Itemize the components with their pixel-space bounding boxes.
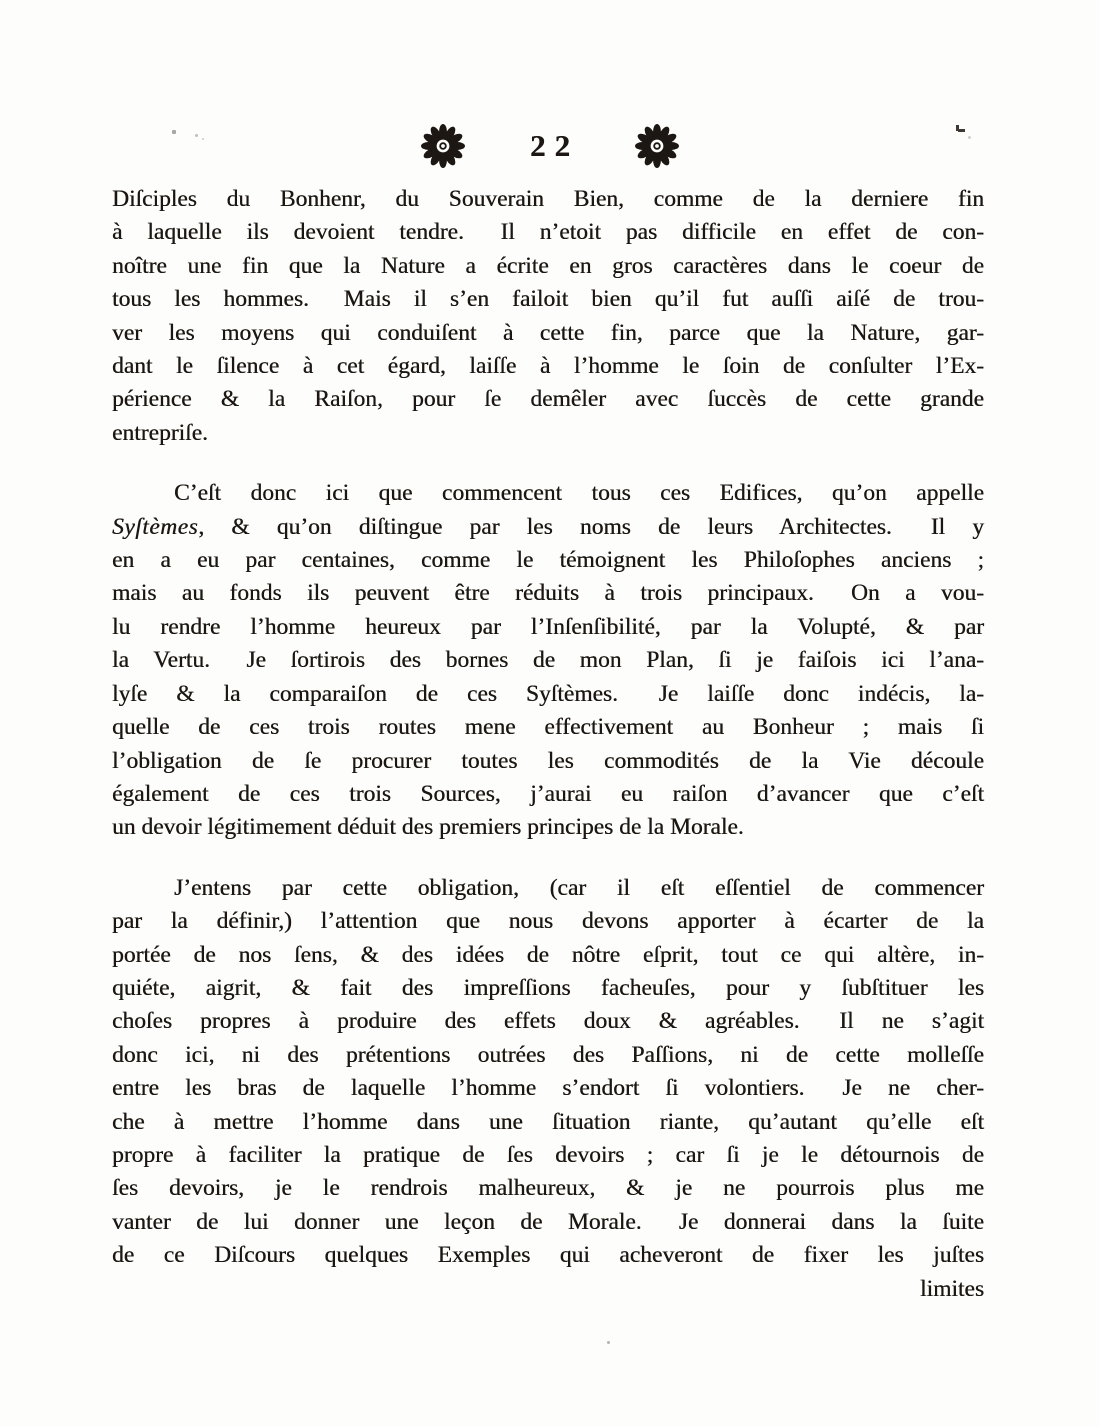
text-line	[112, 511, 984, 544]
text-line: périence & la Raiſon, pour ſe demêler avec ſuccès de cette grande	[112, 386, 984, 413]
text-line: dant le ſilence à cet égard, laiſſe à l’homme le ſoin de conſulter l’Ex-	[112, 353, 984, 380]
text-line: lu rendre l’homme heureux par l’Inſenſibilité, par la Volupté, & par	[112, 613, 984, 640]
text-line: mais au fonds ils peuvent être réduits à trois principaux. On a vou-	[112, 580, 984, 607]
italic-term: Syſtèmes	[112, 513, 199, 540]
text-line: par la définir,) l’attention que nous devons apporter à écarter de la	[112, 908, 984, 935]
text-line: noître une fin que la Nature a écrite en gros caractères dans le coeur de	[112, 252, 984, 279]
text-line: vanter de lui donner une leçon de Morale. Je donnerai dans la ſuite	[112, 1208, 984, 1235]
paragraph-1	[112, 183, 984, 450]
text-line: choſes propres à produire des effets doux & agréables. Il ne s’agit	[112, 1008, 984, 1035]
fleuron-rosette-icon	[635, 124, 679, 168]
scan-speck	[607, 1341, 610, 1344]
fleuron-rosette-icon	[421, 124, 465, 168]
text-line: che à mettre l’homme dans une ſituation riante, qu’autant qu’elle eſt	[112, 1108, 984, 1135]
text-line: un devoir légitimement déduit des premiers principes de la Morale.	[112, 814, 744, 841]
text-line: C’eſt donc ici que commencent tous ces Edifices, qu’on appelle	[174, 480, 984, 507]
text-line: portée de nos ſens, & des idées de nôtre eſprit, tout ce qui altère, in-	[112, 941, 984, 968]
text-span: , & qu’on diſtingue par les noms de leurs Architectes. Il y	[198, 513, 984, 540]
page-number: 22	[530, 128, 579, 163]
catchword-row	[112, 1273, 984, 1306]
text-line: ſes devoirs, je le rendrois malheureux, & je ne pourrois plus me	[112, 1175, 984, 1202]
text-line: à laquelle ils devoient tendre. Il n’etoit pas difficile en effet de con-	[112, 219, 984, 246]
text-line: entre les bras de laquelle l’homme s’endort ſi volontiers. Je ne cher-	[112, 1075, 984, 1102]
catchword: limites	[920, 1275, 984, 1302]
text-line: J’entens par cette obligation, (car il eſt eſſentiel de commencer	[174, 874, 984, 901]
text-line: tous les hommes. Mais il s’en failoit bien qu’il fut auſſi aiſé de trou-	[112, 286, 984, 313]
text-line: en a eu par centaines, comme le témoignent les Philoſophes anciens ;	[112, 547, 984, 574]
paragraph-2	[112, 477, 984, 844]
text-line: propre à faciliter la pratique de ſes devoirs ; car ſi je le détournois de	[112, 1141, 984, 1168]
text-line: l’obligation de ſe procurer toutes les commodités de la Vie découle	[112, 747, 984, 774]
text-line: ver les moyens qui conduiſent à cette fin, parce que la Nature, gar-	[112, 319, 984, 346]
text-line: quiéte, aigrit, & fait des impreſſions facheuſes, pour y ſubſtituer les	[112, 974, 984, 1001]
text-line: de ce Diſcours quelques Exemples qui acheveront de fixer les juſtes	[112, 1242, 984, 1269]
text-line: également de ces trois Sources, j’aurai eu raiſon d’avancer que c’eſt	[112, 780, 984, 807]
text-line: lyſe & la comparaiſon de ces Syſtèmes. Je laiſſe donc indécis, la-	[112, 680, 984, 707]
page-header	[0, 122, 1100, 170]
text-line: Diſciples du Bonhenr, du Souverain Bien, comme de la derniere fin	[112, 186, 984, 212]
paragraph-3	[112, 872, 984, 1273]
page-text	[112, 183, 984, 1306]
text-line: quelle de ces trois routes mene effectivement au Bonheur ; mais ſi	[112, 714, 984, 741]
text-line: entrepriſe.	[112, 419, 208, 446]
text-line: la Vertu. Je ſortirois des bornes de mon Plan, ſi je faiſois ici l’ana-	[112, 647, 984, 674]
text-line: donc ici, ni des prétentions outrées des Paſſions, ni de cette molleſſe	[112, 1041, 984, 1068]
